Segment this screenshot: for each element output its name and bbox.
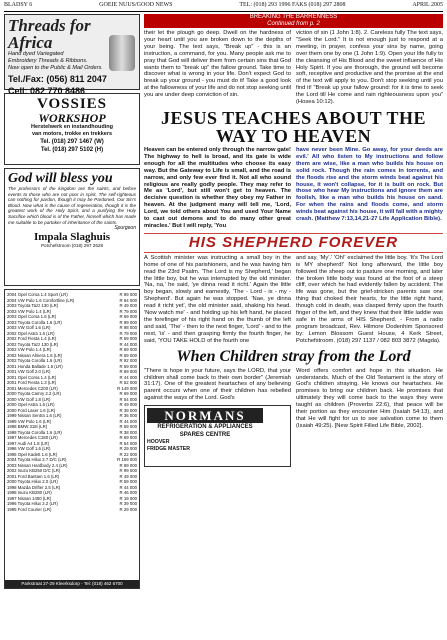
car-model: 2003 VW Golf 1.6 (LR): [7, 325, 51, 330]
shepherd-right-column: and say, 'My'.' 'Oh!' exclaimed the little boy. 'It's The Lord is MY shepherd!' Not long afterward, the little boy followed the sheep out to pasture one morning, and later the broken little body was found at the foot of a steep cliff, over which he had evidently fallen by accident. The life was gone, but the grief-stricken parents saw one thing that choked their hearts, for the little right hand, though cold in death, was clasped firmly upon the fourth finger of the left, and they knew that their little laddie was safe in the arms of HIS Shepherd. - From a radio program broadcast, Rev. Hilmore Dodenhim Sponsored by: Lemon Blossom Guest House, 4 Kerk Street, Potchefstroom. (018) 297 1137 / 082 803 3872 (Magda).: [296, 254, 443, 344]
car-model: 1998 BMW 318i (LR): [7, 424, 48, 429]
shepherd-left-column: A Scottish minister was instructing a small boy in the home of one of his parishioners, and he was having him read the 23rd Psalm. 'The Lord is my Shepherd,' began the little boy, but he was interrupted by the old minister. 'Na, na,' he said, 'ye dinna read it richt.' Again the little boy began, slowly and earnestly, 'The - Lord - is - my - Shepherd'. But again he was stopped. 'Nae, ye dinna read it richt yet', the old minister said, shaking his head. 'Now watch me' - and holding up his left hand, he placed the forefinger of his right hand on the thumb of the left and said, 'The' - then to the next finger, 'Lord' - and to the next, 'is' - and then grasping firmly the fourth finger, he said, 'YOU TAKE HOLD of the fourth one: [144, 254, 291, 344]
car-price: R 54 000: [119, 396, 137, 402]
paper-name: GOEIE NUUS/GOOD NEWS: [99, 2, 173, 8]
threads-title: Threads for Africa: [8, 16, 91, 52]
vossies-line: Herstelwerk en instandhouding: [31, 124, 113, 130]
car-price: R 52 000: [119, 380, 137, 385]
car-model: 2003 Opel Corsa 1.6 (LR): [7, 314, 57, 319]
car-model: 1998 Toyota Corolla 1.6 (LR): [7, 429, 62, 435]
car-model: 1997 Nissan 1400 (LR): [7, 495, 52, 501]
impala-phone: Potchefstroom (018) 297 2628: [40, 243, 104, 249]
children-article: [144, 368, 443, 468]
car-price: R 49 000: [119, 303, 137, 308]
car-price: R 29 000: [119, 506, 137, 512]
car-price: R 19 000: [119, 495, 137, 501]
car-model: 2004 Toyota Hilux 2.7 D/C (LR): [7, 457, 67, 462]
car-price: R 79 000: [119, 330, 137, 336]
car-price: R 44 000: [119, 484, 137, 490]
car-price: R 59 000: [119, 336, 137, 341]
breaking-barrenness-header: [144, 14, 443, 28]
normans-logo: [145, 406, 265, 466]
header-contact: TEL: (018) 293 1996 FAKS (018) 297 2808: [239, 2, 346, 8]
threads-ad: [4, 14, 140, 96]
car-price: R 44 000: [119, 418, 137, 424]
car-model: 2003 VW Polo 1.4 (LR): [7, 308, 52, 314]
car-price: R 69 000: [119, 314, 137, 319]
left-column: [4, 14, 140, 634]
car-rows: [7, 292, 137, 512]
car-model: 2000 Toyota Hilux 2.0 (LR): [7, 479, 58, 484]
issue-date: APRIL 2005: [412, 2, 443, 8]
car-model: 2000 VW Golf 1.8 (LR): [7, 396, 51, 402]
car-row: [7, 507, 137, 513]
car-price: R 92 000: [119, 358, 137, 363]
car-price: R 39 000: [119, 407, 137, 413]
car-price: R 36 000: [119, 413, 137, 418]
car-price: R 49 000: [119, 473, 137, 479]
car-price: R 99 000: [119, 468, 137, 473]
impala-brand: Impala Slaghuis: [33, 231, 111, 244]
car-price: R 59 000: [119, 363, 137, 369]
jesus-article: [144, 147, 443, 230]
car-price: R 44 000: [119, 341, 137, 347]
car-price: R 149 000: [117, 385, 137, 391]
car-model: 2001 Mercedes C200 (LR): [7, 385, 58, 391]
car-price: R 59 000: [119, 479, 137, 484]
normans-name: NORMANS: [147, 408, 263, 423]
vossies-line: van motors, trokke en trekkers: [31, 131, 113, 137]
car-price: R 79 000: [119, 308, 137, 314]
car-model: 2004 Opel Corsa 1.4 Sport (LR): [7, 292, 68, 297]
vossies-tel: Tel. (018) 297 5102 (H): [40, 147, 104, 153]
car-price: R 69 000: [119, 391, 137, 396]
car-model: 2002 Opel Astra 1.6 (LR): [7, 330, 55, 336]
threads-tel: Tel./Fax: (056) 811 2047: [8, 74, 107, 84]
car-price: R 89 000: [119, 462, 137, 468]
car-price: R 98 000: [119, 325, 137, 330]
children-left-column: [144, 368, 291, 468]
god-signature: Spurgeon: [114, 225, 136, 232]
car-model: 2001 Honda Ballade 1.5 (LR): [7, 363, 63, 369]
car-price: R 44 000: [119, 374, 137, 380]
car-price: R 49 000: [119, 402, 137, 407]
car-model: 2004 VW Polo 1.6 Comfortline (LR): [7, 297, 75, 303]
car-model: 1997 Mercedes C180 (LR): [7, 435, 58, 440]
car-model: 2002 Toyota Corolla 1.6 (LR): [7, 358, 62, 363]
god-body: The professors of the kingdom are the saints, and before events to those who are not poor in spirit. The self-righteous can nothing for pardon, though it may be Pardoned. Our Sin's Blood. Now what is the cause of regeneration, though it is the greatest work of the Holy Spirit, and a purifying the Holy Sacrifice which blood is of the Father, himself which has made me suitable to be partaker of inheritance of the saints.: [8, 186, 136, 225]
threads-cell: Cell: 082 770 8486: [8, 86, 86, 96]
car-model: 2000 Opel Astra 1.6 (LR): [7, 402, 55, 407]
right-column: [144, 14, 443, 634]
car-model: 2002 Toyota Tazz 130 (LR): [7, 341, 59, 347]
car-price: R 54 000: [119, 440, 137, 446]
threads-line: Now open to the Public & Mail Orders.: [8, 65, 103, 71]
car-list-ad: [4, 289, 140, 589]
car-model: 1995 Opel Kadett 1.6 (LR): [7, 451, 58, 457]
children-title: When Children stray from the Lord: [176, 347, 411, 365]
page-number: BLADSY 6: [4, 2, 33, 8]
normans-sub2: SPARES CENTRE: [179, 432, 231, 439]
car-model: 1998 Isuzu KB280 (LR): [7, 490, 52, 495]
bb-left-column: their let the plough go deep. Dwell on the hardness of your heart until you are broken down to the depths of your being. The text says, "Break up" - this is an instruction, a command, for you. Many people ask me to pray that God will deliver them from certain sins that God wants them to "break up" the fallow ground. Take time to discover what is wrong in your life. Don't expect God to break up your ground - you must do it! Take a good look at the fallowness of your life and do not stop seeking until you are under deep conviction of sin.: [144, 30, 291, 99]
car-price: R 39 000: [119, 501, 137, 506]
car-model: 1998 Mazda Drifter 2.5 (LR): [7, 484, 61, 490]
car-model: 2001 Ford Fiesta 1.3 (LR): [7, 380, 57, 385]
shepherd-article: [144, 255, 443, 345]
vossies-name: VOSSIES: [36, 96, 108, 112]
bb-continued: Continued from p. 2: [267, 21, 320, 27]
children-right-column: Word offers comfort and hope in this situation. He understands. Much of the Old Testament is the story of God's children straying. He knows our heartaches. He promises to bring our children back. He promises that ultimately they will come back to the ways they were taught as children (Proverbs 22:6), that peace will be their portion as they encounter Him (Isaiah 54:13), and that He will fight for us to see salvation come to them (Isaiah 49:25). [New Spirit Filled Life Bible, 2002].: [296, 367, 443, 429]
car-model: 1999 Nissan Sentra 1.6 (LR): [7, 413, 62, 418]
car-model: 1996 VW Golf 1.6 (LR): [7, 446, 51, 451]
bb-title: BREAKING THE BARRENNESS: [249, 14, 338, 20]
threads-line: Hand dyed Variegated: [8, 51, 64, 57]
shepherd-title: HIS SHEPHERD FOREVER: [144, 233, 443, 253]
car-price: R 69 000: [119, 435, 137, 440]
bb-article: [144, 30, 443, 106]
car-model: 1997 Audi A4 1.8 (LR): [7, 440, 50, 446]
car-model: 2003 Toyota Tazz 130 (LR): [7, 303, 59, 308]
car-model: 2001 Opel Corsa 1.4 (LR): [7, 374, 57, 380]
car-model: 2003 Toyota Corolla 1.6 (LR): [7, 319, 62, 325]
car-model: 2001 VW Golf 2.0 (LR): [7, 369, 51, 374]
jesus-title: JESUS TEACHES ABOUT THE WAY TO HEAVEN: [160, 107, 427, 146]
thread-spool-image: [109, 35, 135, 71]
normans-ad: [144, 405, 291, 467]
car-price: R 46 000: [119, 490, 137, 495]
page-header: [4, 2, 443, 12]
jesus-left-column: Heaven can be entered only through the narrow gate! The highway to hell is broad, and its gate is wide enough for all the multitudes who choose its easy way. But the Gateway to Life is small, and the road is narrow, and only few ever find it. Not all who sound religious are really godly people. They may refer to Me as 'Lord', but still won't get to heaven. The decisive question is whether they obey my Father in heaven. At the judgment many will tell me, 'Lord, Lord, we told others about You and used Your Name to cast out demons and to do many other great miracles.' But I will reply, 'You: [144, 146, 291, 229]
normans-brand: HOOVER: [147, 439, 170, 446]
car-model: 2002 VW Polo 1.4 (LR): [7, 347, 52, 352]
car-model: 1996 Toyota Hilux 2.2 (LR): [7, 501, 58, 506]
threads-line: Embroidery Threads & Ribbons.: [8, 58, 88, 64]
car-model: 2002 Nissan Almera 1.6 (LR): [7, 352, 63, 358]
vossies-ad: [4, 93, 140, 165]
car-price: R 59 000: [119, 424, 137, 429]
normans-brand: FRIDGE MASTER: [147, 445, 190, 452]
car-price: R 38 000: [119, 429, 137, 435]
car-price: R 169 000: [117, 457, 137, 462]
car-price: R 89 000: [119, 292, 137, 297]
car-model: 2002 Ford Fiesta 1.4 (LR): [7, 336, 57, 341]
car-price: R 99 000: [119, 319, 137, 325]
car-model: 2000 Toyota Camry 2.2 (LR): [7, 391, 61, 396]
jesus-right-column: have never been Mine. Go away, for your deeds are evil.' All who listen to My instructions and follow them are wise, like a man who builds his house on solid rock. Though the rain comes in torrents, and the floods rise and the storm winds beat against his house, it won't collapse, for it is built on rock. But those who hear My instructions and ignore them are foolish, like a man who builds his house on sand. For when the rains and floods come, and storm winds beat against his house, it will fall with a mighty crash. (Matthew 7:13,14,21-27 Life Application Bible).: [296, 146, 443, 223]
car-model: 2003 Nissan Hardbody 2.4 (LR): [7, 462, 68, 468]
car-price: R 59 000: [119, 352, 137, 358]
car-model: 1999 VW Polo 1.6 (LR): [7, 418, 52, 424]
god-title: God will bless you: [8, 171, 113, 186]
car-model: 1995 Ford Courier (LR): [7, 506, 52, 512]
car-model: 2002 Isuzu KB250 D/C (LR): [7, 468, 61, 473]
car-price: R 69 000: [119, 369, 137, 374]
vossies-tel: Tel. (018) 297 1467 (W): [40, 139, 104, 145]
car-dealer-footer: Parkstraat 27-29 Kleerksdorp - Tel: (018) 462 6700: [5, 580, 139, 588]
vossies-sub: WORKSHOP: [38, 111, 106, 125]
car-model: 2000 Ford Laser 1.6 (LR): [7, 407, 56, 413]
god-bless-ad: [4, 168, 140, 286]
car-price: R 29 000: [119, 446, 137, 451]
car-price: R 22 000: [119, 451, 137, 457]
normans-sub: REFRIGERATION & APPLIANCES: [157, 424, 253, 431]
children-left-text: "There is hope in your future, says the LORD, that your children shall come back to their own border" (Jeremiah 31:17). One of the greatest heartaches of any believing parent occurs when one of their children has rebelled against the ways of the Lord. God's: [144, 367, 291, 402]
car-price: R 69 000: [119, 347, 137, 352]
car-price: R 94 000: [119, 297, 137, 303]
bb-right-column: viction of sin (1 John 1:8). 2. Careless fully The text says, "Seek the Lord." It is not enough just to respond at a meeting, in prayer, confess your sins by name, going over them one by one (1 John 1:9). Open your life fully to the cleansing of His Blood and the sweet influence of His Holy Spirit. If you are thorough, the ground will become soft, receptive and productive and the promise at the end of the text will apply to you. Don't stop seeking until you find it! "Break up your fallow ground: for it is time to seek the Lord till He come and rain righteousness upon you" (Hosea 10:12).: [296, 30, 443, 106]
car-model: 2001 Ford Bantam 1.6 (LR): [7, 473, 60, 479]
